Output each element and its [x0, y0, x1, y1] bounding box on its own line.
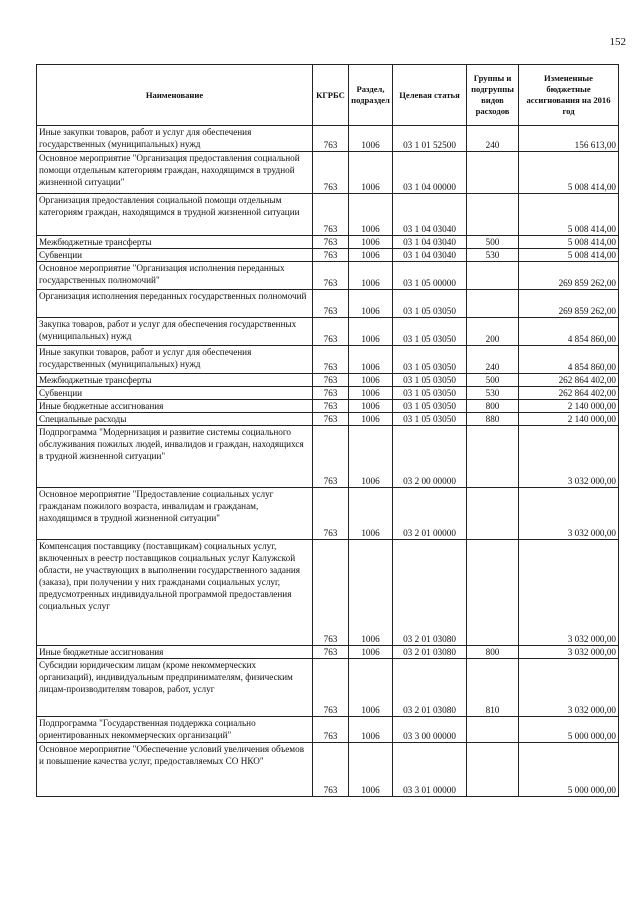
- cell-ktrbs: 763: [313, 717, 349, 743]
- table-row: [37, 346, 619, 374]
- cell-amount: 269 859 262,00: [519, 262, 619, 290]
- table-row: [37, 126, 619, 152]
- cell-amount: 3 032 000,00: [519, 540, 619, 646]
- cell-amount: 2 140 000,00: [519, 413, 619, 426]
- cell-amount: 3 032 000,00: [519, 646, 619, 659]
- cell-ktrbs: 763: [313, 413, 349, 426]
- cell-section: 1006: [349, 236, 393, 249]
- cell-target: 03 1 04 00000: [393, 152, 467, 194]
- cell-amount: 3 032 000,00: [519, 426, 619, 488]
- cell-ktrbs: 763: [313, 262, 349, 290]
- cell-section: 1006: [349, 152, 393, 194]
- cell-target: 03 2 01 03080: [393, 540, 467, 646]
- cell-target: 03 1 05 03050: [393, 374, 467, 387]
- cell-group: 240: [467, 346, 519, 374]
- cell-name: Иные бюджетные ассигнования: [37, 646, 313, 659]
- cell-target: 03 1 05 03050: [393, 387, 467, 400]
- table-row: [37, 262, 619, 290]
- col-header-ktrbs: КГРБС: [313, 65, 349, 126]
- page-number: 152: [609, 36, 626, 48]
- cell-group: 500: [467, 374, 519, 387]
- cell-name: Специальные расходы: [37, 413, 313, 426]
- cell-amount: 2 140 000,00: [519, 400, 619, 413]
- col-header-groups: Группы и подгруппы видов расходов: [467, 65, 519, 126]
- cell-group: 880: [467, 413, 519, 426]
- cell-ktrbs: 763: [313, 374, 349, 387]
- cell-amount: 3 032 000,00: [519, 488, 619, 540]
- cell-name: Субвенции: [37, 249, 313, 262]
- cell-ktrbs: 763: [313, 290, 349, 318]
- cell-name: Основное мероприятие "Обеспечение условий увеличения объемов и повышение качества услуг, предоставляемых СО НКО": [37, 743, 313, 797]
- cell-ktrbs: 763: [313, 152, 349, 194]
- cell-name: Компенсация поставщику (поставщикам) социальных услуг, включенных в реестр поставщиков социальных услуг Калужской области, не участвующих в выполнении государственного задания (заказа), при получении у них гражданами социальных услуг, предусмотренных индивидуальной программой предоставления социальных услуг: [37, 540, 313, 646]
- cell-section: 1006: [349, 400, 393, 413]
- cell-ktrbs: 763: [313, 249, 349, 262]
- cell-amount: 156 613,00: [519, 126, 619, 152]
- cell-name: Основное мероприятие "Организация предоставления социальной помощи отдельным категориям граждан, находящимся в трудной жизненной ситуации": [37, 152, 313, 194]
- cell-amount: 5 008 414,00: [519, 236, 619, 249]
- table-row: [37, 717, 619, 743]
- cell-target: 03 2 01 03080: [393, 646, 467, 659]
- table-row: [37, 646, 619, 659]
- cell-amount: 4 854 860,00: [519, 346, 619, 374]
- cell-ktrbs: 763: [313, 646, 349, 659]
- cell-ktrbs: 763: [313, 236, 349, 249]
- cell-target: 03 2 01 00000: [393, 488, 467, 540]
- cell-name: Субвенции: [37, 387, 313, 400]
- cell-target: 03 1 05 03050: [393, 318, 467, 346]
- cell-group: [467, 426, 519, 488]
- cell-section: 1006: [349, 290, 393, 318]
- cell-group: 200: [467, 318, 519, 346]
- table-row: [37, 540, 619, 646]
- col-header-name: Наименование: [37, 65, 313, 126]
- cell-name: Подпрограмма "Государственная поддержка социально ориентированных некоммерческих организаций": [37, 717, 313, 743]
- table-row: [37, 290, 619, 318]
- cell-ktrbs: 763: [313, 659, 349, 717]
- cell-group: 240: [467, 126, 519, 152]
- cell-name: Организация предоставления социальной помощи отдельным категориям граждан, находящимся в трудной жизненной ситуации: [37, 194, 313, 236]
- cell-name: Иные закупки товаров, работ и услуг для обеспечения государственных (муниципальных) нужд: [37, 126, 313, 152]
- cell-group: [467, 540, 519, 646]
- table-header: [37, 65, 619, 126]
- cell-ktrbs: 763: [313, 540, 349, 646]
- cell-group: 810: [467, 659, 519, 717]
- cell-section: 1006: [349, 249, 393, 262]
- table-row: [37, 659, 619, 717]
- cell-section: 1006: [349, 387, 393, 400]
- table-row: [37, 488, 619, 540]
- cell-amount: 5 000 000,00: [519, 717, 619, 743]
- table-row: [37, 249, 619, 262]
- cell-target: 03 1 04 03040: [393, 249, 467, 262]
- cell-target: 03 3 00 00000: [393, 717, 467, 743]
- cell-target: 03 1 05 03050: [393, 290, 467, 318]
- cell-ktrbs: 763: [313, 346, 349, 374]
- cell-ktrbs: 763: [313, 426, 349, 488]
- col-header-amount: Измененные бюджетные ассигнования на 2016 год: [519, 65, 619, 126]
- cell-name: Организация исполнения переданных государственных полномочий: [37, 290, 313, 318]
- cell-group: [467, 152, 519, 194]
- cell-group: 530: [467, 249, 519, 262]
- cell-ktrbs: 763: [313, 743, 349, 797]
- cell-group: 500: [467, 236, 519, 249]
- cell-section: 1006: [349, 126, 393, 152]
- cell-name: Закупка товаров, работ и услуг для обеспечения государственных (муниципальных) нужд: [37, 318, 313, 346]
- cell-amount: 5 000 000,00: [519, 743, 619, 797]
- cell-group: [467, 717, 519, 743]
- cell-section: 1006: [349, 346, 393, 374]
- table-row: [37, 387, 619, 400]
- cell-section: 1006: [349, 488, 393, 540]
- cell-target: 03 1 01 52500: [393, 126, 467, 152]
- cell-group: 800: [467, 646, 519, 659]
- table-row: [37, 236, 619, 249]
- cell-target: 03 1 05 03050: [393, 400, 467, 413]
- cell-amount: 5 008 414,00: [519, 249, 619, 262]
- cell-section: 1006: [349, 194, 393, 236]
- cell-target: 03 2 00 00000: [393, 426, 467, 488]
- cell-section: 1006: [349, 262, 393, 290]
- cell-section: 1006: [349, 646, 393, 659]
- cell-amount: 262 864 402,00: [519, 387, 619, 400]
- cell-section: 1006: [349, 318, 393, 346]
- cell-ktrbs: 763: [313, 194, 349, 236]
- cell-group: 800: [467, 400, 519, 413]
- cell-target: 03 2 01 03080: [393, 659, 467, 717]
- cell-amount: 4 854 860,00: [519, 318, 619, 346]
- cell-name: Иные бюджетные ассигнования: [37, 400, 313, 413]
- col-header-section: Раздел, подраздел: [349, 65, 393, 126]
- table-row: [37, 374, 619, 387]
- cell-target: 03 1 05 00000: [393, 262, 467, 290]
- cell-ktrbs: 763: [313, 126, 349, 152]
- table-row: [37, 194, 619, 236]
- cell-target: 03 1 04 03040: [393, 194, 467, 236]
- cell-ktrbs: 763: [313, 318, 349, 346]
- cell-name: Межбюджетные трансферты: [37, 374, 313, 387]
- cell-ktrbs: 763: [313, 400, 349, 413]
- budget-table: [36, 64, 619, 797]
- cell-group: [467, 290, 519, 318]
- cell-amount: 269 859 262,00: [519, 290, 619, 318]
- table-row: [37, 318, 619, 346]
- cell-group: 530: [467, 387, 519, 400]
- cell-section: 1006: [349, 540, 393, 646]
- cell-section: 1006: [349, 743, 393, 797]
- cell-name: Субсидии юридическим лицам (кроме некоммерческих организаций), индивидуальным предпринимателям, физическим лицам-производителям товаров, работ, услуг: [37, 659, 313, 717]
- cell-group: [467, 262, 519, 290]
- table-row: [37, 413, 619, 426]
- cell-section: 1006: [349, 717, 393, 743]
- cell-name: Межбюджетные трансферты: [37, 236, 313, 249]
- cell-amount: 262 864 402,00: [519, 374, 619, 387]
- cell-target: 03 1 05 03050: [393, 413, 467, 426]
- cell-target: 03 3 01 00000: [393, 743, 467, 797]
- cell-section: 1006: [349, 374, 393, 387]
- table-row: [37, 426, 619, 488]
- cell-group: [467, 743, 519, 797]
- table-row: [37, 743, 619, 797]
- cell-name: Основное мероприятие "Организация исполнения переданных государственных полномочий": [37, 262, 313, 290]
- cell-name: Подпрограмма "Модернизация и развитие системы социального обслуживания пожилых людей, инвалидов и граждан, находящихся в трудной жизненной ситуации": [37, 426, 313, 488]
- cell-amount: 3 032 000,00: [519, 659, 619, 717]
- table-row: [37, 400, 619, 413]
- cell-amount: 5 008 414,00: [519, 152, 619, 194]
- cell-section: 1006: [349, 413, 393, 426]
- cell-group: [467, 488, 519, 540]
- table-body: [37, 126, 619, 797]
- cell-name: Основное мероприятие "Предоставление социальных услуг гражданам пожилого возраста, инвалидам и гражданам, находящимся в трудной жизненной ситуации": [37, 488, 313, 540]
- table-row: [37, 152, 619, 194]
- cell-section: 1006: [349, 659, 393, 717]
- cell-amount: 5 008 414,00: [519, 194, 619, 236]
- cell-section: 1006: [349, 426, 393, 488]
- cell-target: 03 1 04 03040: [393, 236, 467, 249]
- cell-target: 03 1 05 03050: [393, 346, 467, 374]
- cell-group: [467, 194, 519, 236]
- col-header-target: Целевая статья: [393, 65, 467, 126]
- cell-ktrbs: 763: [313, 488, 349, 540]
- cell-ktrbs: 763: [313, 387, 349, 400]
- cell-name: Иные закупки товаров, работ и услуг для обеспечения государственных (муниципальных) нужд: [37, 346, 313, 374]
